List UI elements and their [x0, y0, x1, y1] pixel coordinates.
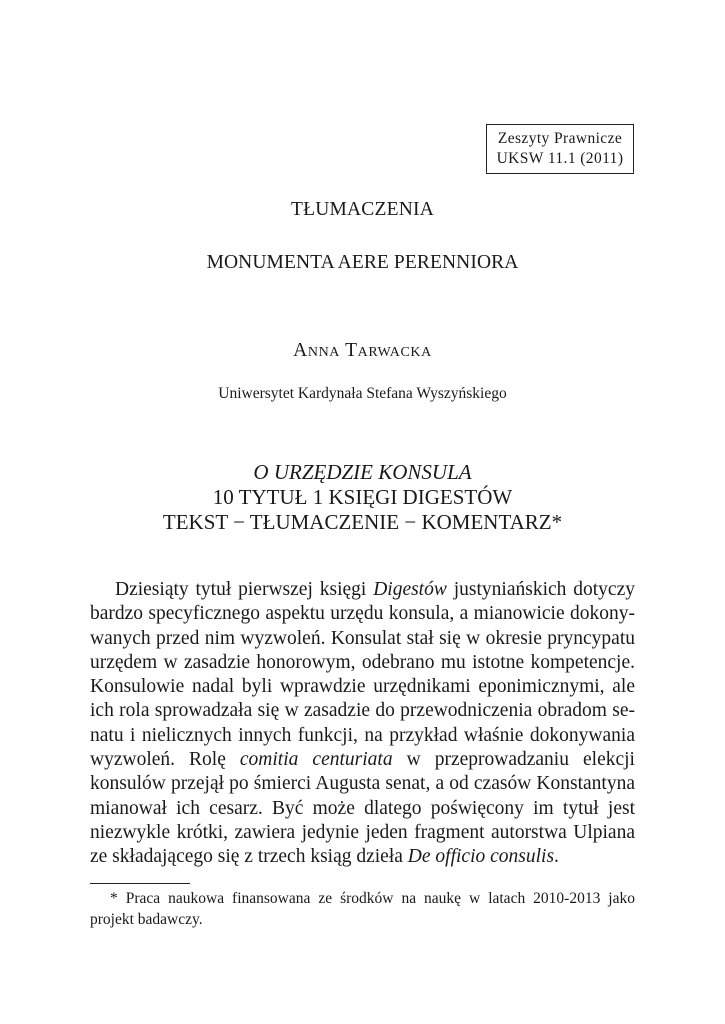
section-heading: TŁUMACZENIA: [290, 199, 434, 220]
series-heading: MONUMENTA AERE PERENNIORA: [206, 252, 519, 273]
journal-citation-box: [486, 124, 634, 174]
title-line-1: O URZĘDZIE KONSULA: [253, 460, 472, 484]
author-affiliation: Uniwersytet Kardynała Stefana Wyszyńskiego: [218, 385, 507, 402]
journal-issue: UKSW 11.1 (2011): [496, 150, 624, 167]
body-paragraph: [90, 578, 635, 870]
body-text-2: justyniańskich dotyczy bardzo specyficznego aspektu urzędu konsula, a mianowicie dokonywanych przed nim wyzwoleń. Konsulat stał się w okresie pryncypatu urzędem w zasadzie honorowym, odebrano mu istotne kompetencje. Konsulowie nadal byli wprawdzie urzędnikami eponimicznymi, ale ich rola sprowadzała się w zasadzie do przewodniczenia obradom senatu i nielicznych innych funkcji, na przykład właśnie dokonywania wyzwoleń. Rolę: [90, 579, 635, 771]
author-name: Anna Tarwacka: [293, 340, 432, 361]
body-italic-de-officio: De officio consulis: [407, 846, 555, 868]
article-title: [90, 460, 635, 535]
footnote-divider: [90, 883, 190, 884]
body-text-3: w przeprowadzaniu elekcji konsulów przejął po śmierci Augusta senat, a od czasów Konstantyna mianował ich cesarz. Być może dlatego poświęcony im tytuł jest niezwykle krótki, zawiera jedynie jeden fragment autorstwa Ulpiana ze składającego się z trzech ksiąg dzieła: [90, 749, 635, 868]
title-line-2: 10 TYTUŁ 1 KSIĘGI DIGESTÓW: [212, 485, 513, 509]
title-line-3: TEKST − TŁUMACZENIE − KOMENTARZ*: [162, 510, 563, 534]
body-text-4: .: [554, 846, 559, 868]
footnote: * Praca naukowa finansowana ze środków na naukę w latach 2010-2013 jako projekt badawczy.: [90, 890, 635, 928]
body-italic-digestow: Digestów: [373, 579, 447, 600]
body-italic-comitia: comitia centuriata: [239, 749, 393, 771]
body-text-1: Dziesiąty tytuł pierwszej księgi: [115, 579, 374, 600]
journal-name: Zeszyty Prawnicze: [497, 130, 623, 147]
